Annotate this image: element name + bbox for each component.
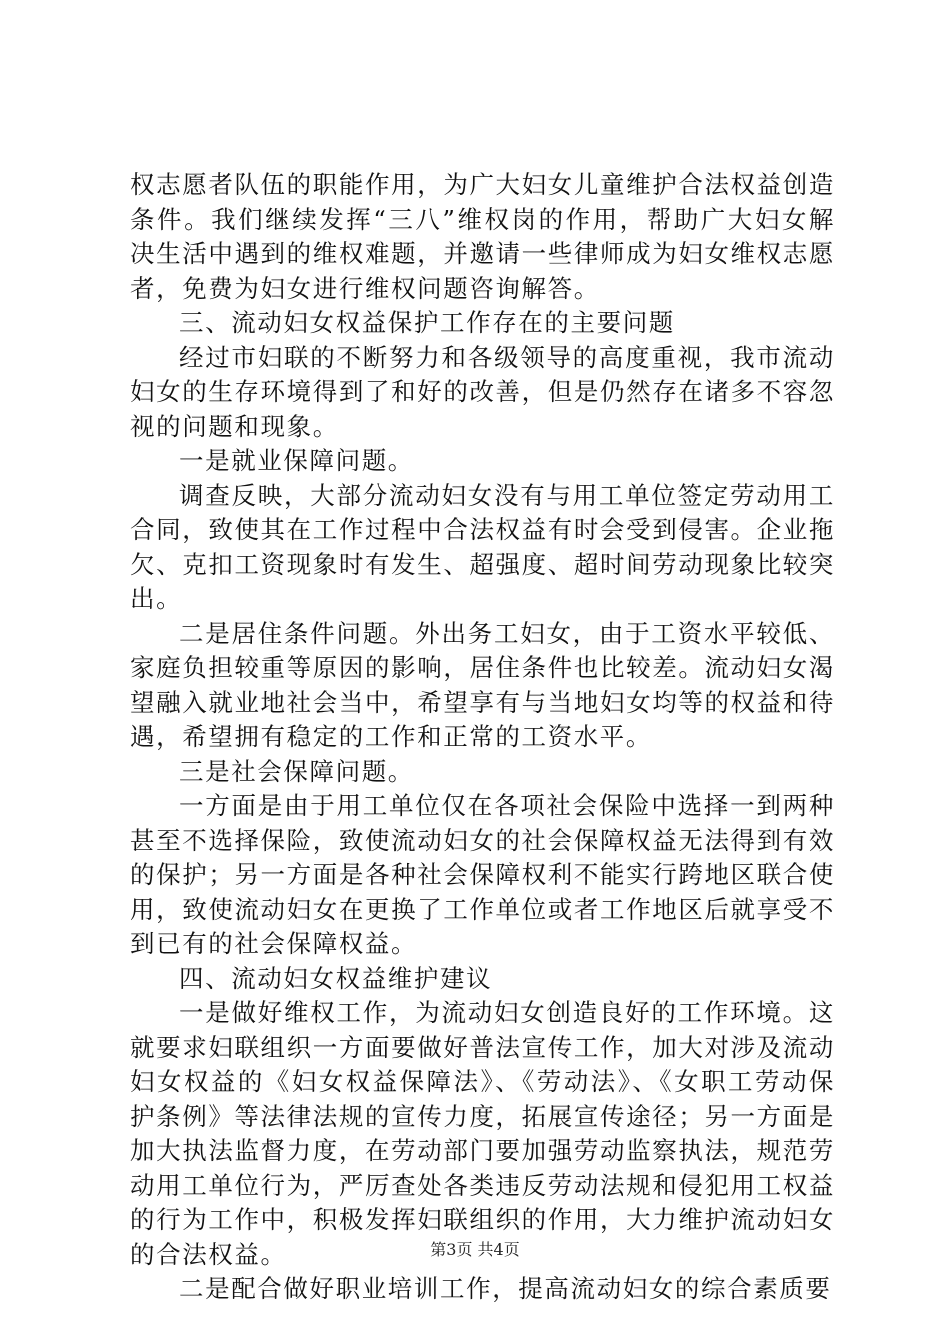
subheading: 一是就业保障问题。 [179,446,414,475]
paragraph: 一是做好维权工作，为流动妇女创造良好的工作环境。这就要求妇联组织一方面要做好普法宣传工作，加大对涉及流动妇女权益的《妇女权益保障法》、《劳动法》、《女职工劳动保护条例》等法律法规的宣传力度，拓展宣传途径；另一方面是加大执法监督力度，在劳动部门要加强劳动监察执法，规范劳动用工单位行为，严厉查处各类违反劳动法规和侵犯用工权益的行为工作中，积极发挥妇联组织的作用，大力维护流动妇女的合法权益。 [130,998,835,1269]
section-heading: 四、流动妇女权益维护建议 [179,963,493,993]
paragraph: 一方面是由于用工单位仅在各项社会保险中选择一到两种甚至不选择保险，致使流动妇女的社会保障权益无法得到有效的保护；另一方面是各种社会保障权利不能实行跨地区联合使用，致使流动妇女在更换了工作单位或者工作地区后就享受不到已有的社会保障权益。 [130,791,835,958]
section-heading: 三、流动妇女权益保护工作存在的主要问题 [179,308,675,337]
paragraph: 权志愿者队伍的职能作用，为广大妇女儿童维护合法权益创造条件。我们继续发挥“三八”维权岗的作用，帮助广大妇女解决生活中遇到的维权难题，并邀请一些律师成为妇女维权志愿者，免费为妇女进行维权问题咨询解答。 [130,170,835,303]
paragraph: 二是配合做好职业培训工作，提高流动妇女的综合素质要 [179,1274,832,1303]
page-number-footer: 第3页 共4页 [430,1240,520,1259]
paragraph: 经过市妇联的不断努力和各级领导的高度重视，我市流动妇女的生存环境得到了和好的改善，但是仍然存在诸多不容忽视的问题和现象。 [130,342,835,441]
paragraph: 二是居住条件问题。外出务工妇女，由于工资水平较低、家庭负担较重等原因的影响，居住条件也比较差。流动妇女渴望融入就业地社会当中，希望享有与当地妇女均等的权益和待遇，希望拥有稳定的工作和正常的工资水平。 [130,618,835,751]
paragraph: 调查反映，大部分流动妇女没有与用工单位签定劳动用工合同，致使其在工作过程中合法权益有时会受到侵害。企业拖欠、克扣工资现象时有发生、超强度、超时间劳动现象比较突出。 [130,480,835,613]
subheading: 三是社会保障问题。 [179,756,414,786]
document-body [130,168,835,1307]
